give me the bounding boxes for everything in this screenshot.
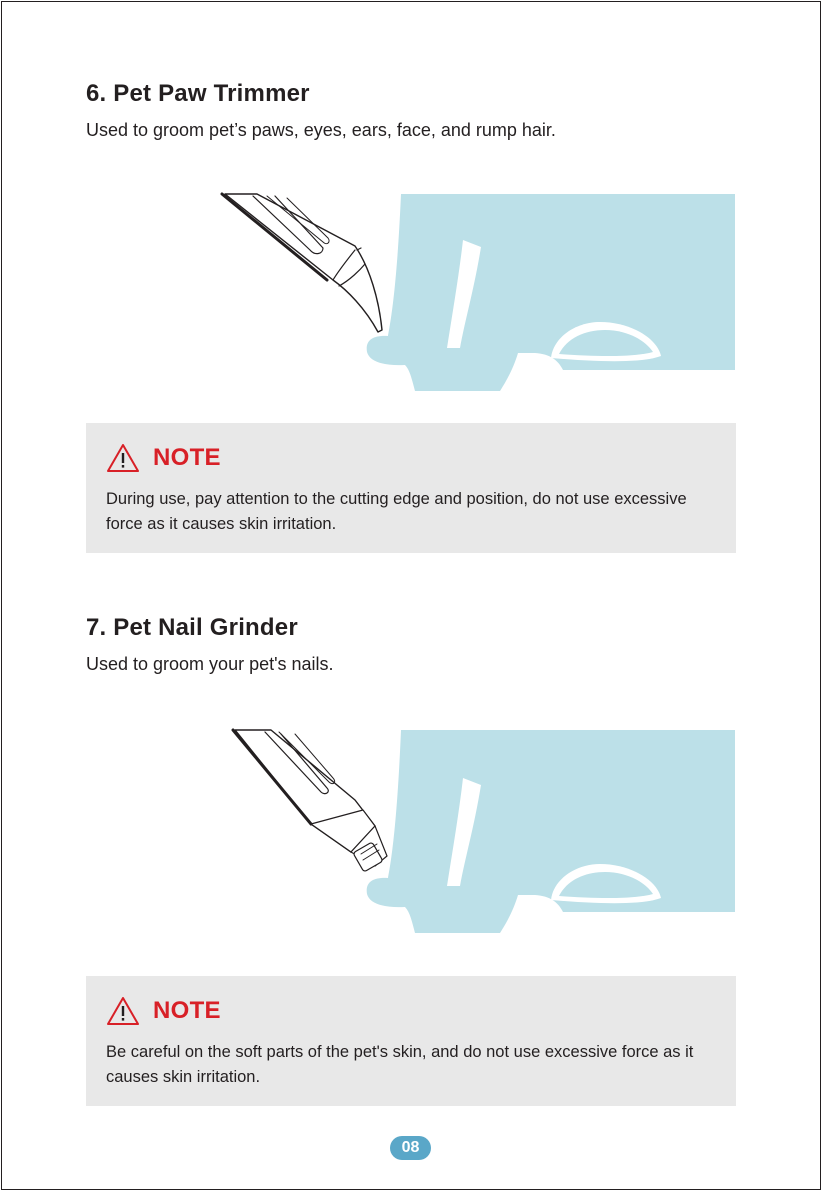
note-box-paw-trimmer [86,423,736,553]
nail-grinder-illustration [215,726,740,936]
section-desc-nail-grinder: Used to groom your pet's nails. [86,654,334,674]
note-box-nail-grinder [86,976,736,1106]
page-number-badge: 08 [390,1136,431,1160]
trimmer-device [222,194,382,332]
note-header [106,996,221,1026]
section-title-nail-grinder: 7. Pet Nail Grinder [86,614,298,641]
warning-triangle-icon [106,996,140,1026]
pet-body-shape [367,730,735,933]
note-label: NOTE [153,997,221,1024]
note-text: During use, pay attention to the cutting edge and position, do not use excessive force as it causes skin irritation. [106,490,687,533]
note-header [106,443,221,473]
warning-triangle-icon [106,443,140,473]
paw-trimmer-illustration [215,190,740,400]
section-desc-paw-trimmer: Used to groom pet’s paws, eyes, ears, face, and rump hair. [86,120,556,140]
note-label: NOTE [153,444,221,471]
section-title-paw-trimmer: 6. Pet Paw Trimmer [86,80,310,107]
pet-body-shape [367,194,735,391]
note-text: Be careful on the soft parts of the pet's skin, and do not use excessive force as it causes skin irritation. [106,1043,694,1086]
grinder-device [233,730,387,872]
